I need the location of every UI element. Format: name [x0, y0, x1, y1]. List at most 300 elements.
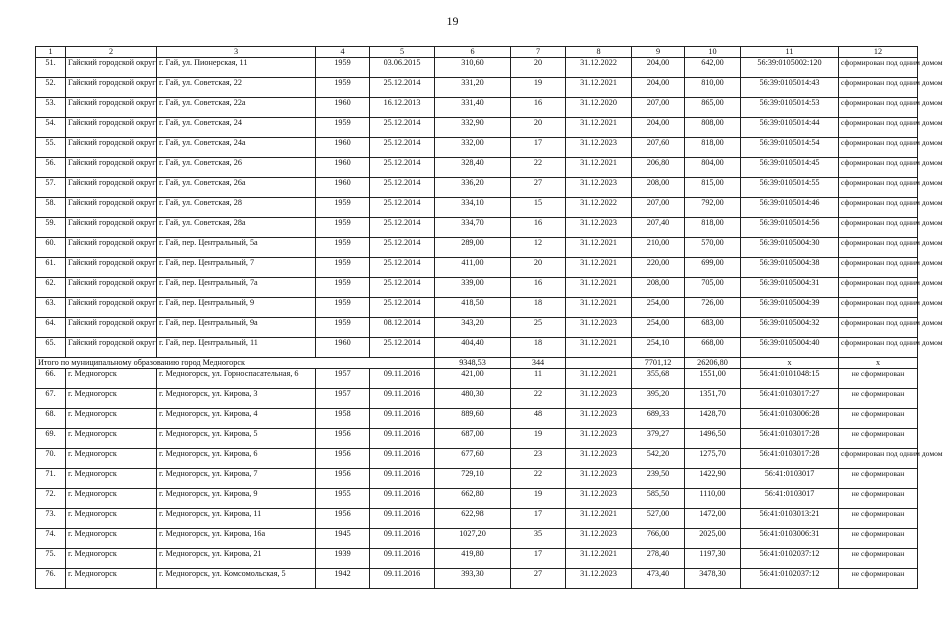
table-cell: не сформирован: [839, 409, 918, 429]
table-cell: 31.12.2023: [566, 389, 632, 409]
table-row: [36, 489, 918, 509]
table-cell: сформирован под одним домом: [839, 238, 918, 258]
table-cell: 60.: [36, 238, 66, 258]
table-cell: 3478,30: [685, 569, 741, 589]
table-cell: г. Гай, ул. Советская, 22: [157, 78, 316, 98]
table-row: [36, 369, 918, 389]
table-cell: 726,00: [685, 298, 741, 318]
table-cell: г. Гай, ул. Советская, 24: [157, 118, 316, 138]
table-cell: 63.: [36, 298, 66, 318]
table-cell: Гайский городской округ: [66, 338, 157, 358]
table-cell: сформирован под одним домом: [839, 218, 918, 238]
table-cell: 332,00: [435, 138, 511, 158]
table-cell: 31.12.2021: [566, 278, 632, 298]
table-cell: 705,00: [685, 278, 741, 298]
total-cell: 9348,53: [435, 358, 511, 369]
table-cell: 20: [511, 258, 566, 278]
table-cell: 31.12.2023: [566, 318, 632, 338]
table-cell: Гайский городской округ: [66, 78, 157, 98]
table-cell: сформирован под одним домом: [839, 278, 918, 298]
table-cell: 1422,90: [685, 469, 741, 489]
table-cell: Гайский городской округ: [66, 138, 157, 158]
table-cell: 09.11.2016: [370, 369, 435, 389]
column-number-cell: 12: [839, 47, 918, 58]
table-cell: 31.12.2021: [566, 258, 632, 278]
table-row: [36, 78, 918, 98]
table-cell: 331,40: [435, 98, 511, 118]
table-row: [36, 178, 918, 198]
table-cell: 23: [511, 449, 566, 469]
table-row: [36, 238, 918, 258]
table-cell: 56:39:0105014:43: [741, 78, 839, 98]
table-cell: 68.: [36, 409, 66, 429]
table-cell: 1960: [316, 158, 370, 178]
table-cell: г. Медногорск: [66, 549, 157, 569]
table-cell: 31.12.2021: [566, 549, 632, 569]
table-cell: 204,00: [632, 118, 685, 138]
table-cell: 331,20: [435, 78, 511, 98]
table-cell: 53.: [36, 98, 66, 118]
table-cell: 56:41:0103006:28: [741, 409, 839, 429]
table-cell: 09.11.2016: [370, 489, 435, 509]
table-row: [36, 549, 918, 569]
table-cell: 22: [511, 469, 566, 489]
table-cell: 09.11.2016: [370, 509, 435, 529]
table-cell: 622,98: [435, 509, 511, 529]
table-cell: 1110,00: [685, 489, 741, 509]
table-cell: Гайский городской округ: [66, 258, 157, 278]
table-cell: 689,33: [632, 409, 685, 429]
table-cell: г. Гай, ул. Пионерская, 11: [157, 58, 316, 78]
table-cell: 12: [511, 238, 566, 258]
total-cell: [566, 358, 632, 369]
table-cell: 473,40: [632, 569, 685, 589]
table-cell: 343,20: [435, 318, 511, 338]
table-cell: Гайский городской округ: [66, 98, 157, 118]
table-row: [36, 278, 918, 298]
column-number-row: [36, 47, 918, 58]
table-row: [36, 429, 918, 449]
table-cell: 683,00: [685, 318, 741, 338]
table-cell: 58.: [36, 198, 66, 218]
table-cell: 25.12.2014: [370, 78, 435, 98]
table-cell: 31.12.2023: [566, 429, 632, 449]
table-cell: 31.12.2022: [566, 198, 632, 218]
table-cell: 328,40: [435, 158, 511, 178]
table-cell: 1956: [316, 429, 370, 449]
table-cell: 865,00: [685, 98, 741, 118]
table-cell: сформирован под одним домом: [839, 449, 918, 469]
table-row: [36, 198, 918, 218]
table-row: [36, 98, 918, 118]
table-cell: 56:41:0101048:15: [741, 369, 839, 389]
table-row: [36, 58, 918, 78]
table-cell: г. Гай, ул. Советская, 26а: [157, 178, 316, 198]
table-cell: 1960: [316, 138, 370, 158]
table-cell: 09.11.2016: [370, 529, 435, 549]
table-cell: г. Медногорск, ул. Кирова, 16а: [157, 529, 316, 549]
table-cell: г. Медногорск, ул. Горноспасательная, 6: [157, 369, 316, 389]
table-cell: г. Медногорск: [66, 469, 157, 489]
table-cell: 542,20: [632, 449, 685, 469]
table-cell: сформирован под одним домом: [839, 178, 918, 198]
column-number-cell: 10: [685, 47, 741, 58]
table-cell: 56:39:0105004:32: [741, 318, 839, 338]
table-cell: 1942: [316, 569, 370, 589]
table-cell: 1351,70: [685, 389, 741, 409]
table-cell: 208,00: [632, 178, 685, 198]
table-cell: 56:39:0105014:56: [741, 218, 839, 238]
table-cell: г. Медногорск, ул. Кирова, 11: [157, 509, 316, 529]
table-row: [36, 298, 918, 318]
table-cell: 1960: [316, 178, 370, 198]
table-cell: 1496,50: [685, 429, 741, 449]
table-cell: 699,00: [685, 258, 741, 278]
table-cell: 379,27: [632, 429, 685, 449]
column-number-cell: 4: [316, 47, 370, 58]
table-cell: 31.12.2021: [566, 509, 632, 529]
table-cell: 334,70: [435, 218, 511, 238]
table-cell: г. Гай, ул. Советская, 28: [157, 198, 316, 218]
table-cell: 810,00: [685, 78, 741, 98]
table-cell: 19: [511, 429, 566, 449]
table-row: [36, 158, 918, 178]
table-cell: 1939: [316, 549, 370, 569]
table-cell: 25.12.2014: [370, 238, 435, 258]
table-cell: 310,60: [435, 58, 511, 78]
table-cell: г. Гай, пер. Центральный, 9а: [157, 318, 316, 338]
table-cell: 20: [511, 58, 566, 78]
table-cell: 254,00: [632, 318, 685, 338]
table-cell: 57.: [36, 178, 66, 198]
total-cell: 344: [511, 358, 566, 369]
table-cell: не сформирован: [839, 429, 918, 449]
table-cell: 766,00: [632, 529, 685, 549]
table-cell: 31.12.2023: [566, 409, 632, 429]
table-cell: 70.: [36, 449, 66, 469]
table-cell: 254,00: [632, 298, 685, 318]
table-cell: 792,00: [685, 198, 741, 218]
table-cell: 31.12.2021: [566, 298, 632, 318]
table-cell: 31.12.2023: [566, 138, 632, 158]
table-cell: 22: [511, 158, 566, 178]
table-cell: г. Медногорск: [66, 429, 157, 449]
table-cell: 56:39:0105014:45: [741, 158, 839, 178]
table-cell: г. Медногорск: [66, 569, 157, 589]
table-cell: 668,00: [685, 338, 741, 358]
table-cell: 56:41:0103017: [741, 469, 839, 489]
table-cell: 62.: [36, 278, 66, 298]
table-cell: 207,00: [632, 98, 685, 118]
table-cell: 52.: [36, 78, 66, 98]
table-cell: 25.12.2014: [370, 338, 435, 358]
table-row: [36, 509, 918, 529]
table-cell: 25.12.2014: [370, 278, 435, 298]
table-cell: 336,20: [435, 178, 511, 198]
table-cell: 1959: [316, 278, 370, 298]
table-cell: Гайский городской округ: [66, 298, 157, 318]
table-cell: 411,00: [435, 258, 511, 278]
table-cell: Гайский городской округ: [66, 278, 157, 298]
table-cell: сформирован под одним домом: [839, 318, 918, 338]
table-cell: 48: [511, 409, 566, 429]
table-cell: 1956: [316, 509, 370, 529]
table-cell: г. Медногорск, ул. Кирова, 5: [157, 429, 316, 449]
table-cell: 56:41:0103017:27: [741, 389, 839, 409]
table-cell: 25.12.2014: [370, 218, 435, 238]
column-number-cell: 9: [632, 47, 685, 58]
table-cell: 239,50: [632, 469, 685, 489]
table-cell: 1959: [316, 58, 370, 78]
column-number-cell: 6: [435, 47, 511, 58]
table-cell: 1956: [316, 449, 370, 469]
table-cell: 09.11.2016: [370, 449, 435, 469]
table-cell: не сформирован: [839, 509, 918, 529]
table-row: [36, 138, 918, 158]
table-cell: 339,00: [435, 278, 511, 298]
table-cell: 59.: [36, 218, 66, 238]
table-cell: 74.: [36, 529, 66, 549]
table-cell: г. Гай, пер. Центральный, 9: [157, 298, 316, 318]
table-cell: не сформирован: [839, 529, 918, 549]
table-cell: 729,10: [435, 469, 511, 489]
table-cell: 1197,30: [685, 549, 741, 569]
table-cell: 1959: [316, 298, 370, 318]
table-cell: 20: [511, 118, 566, 138]
table-cell: 31.12.2023: [566, 489, 632, 509]
table-cell: 31.12.2023: [566, 569, 632, 589]
table-cell: 17: [511, 549, 566, 569]
table-cell: 56:39:0105004:30: [741, 238, 839, 258]
table-cell: 25.12.2014: [370, 198, 435, 218]
table-cell: 289,00: [435, 238, 511, 258]
table-cell: 527,00: [632, 509, 685, 529]
table-cell: Гайский городской округ: [66, 198, 157, 218]
table-cell: 27: [511, 569, 566, 589]
table-cell: г. Медногорск, ул. Кирова, 7: [157, 469, 316, 489]
table-row: [36, 118, 918, 138]
table-cell: 09.11.2016: [370, 429, 435, 449]
column-number-cell: 5: [370, 47, 435, 58]
table-row: [36, 469, 918, 489]
table-cell: 1956: [316, 469, 370, 489]
table-cell: 56:39:0105014:44: [741, 118, 839, 138]
table-cell: 17: [511, 138, 566, 158]
table-cell: 69.: [36, 429, 66, 449]
table-cell: 25.12.2014: [370, 258, 435, 278]
table-cell: 1027,20: [435, 529, 511, 549]
table-cell: 25.12.2014: [370, 138, 435, 158]
table-cell: 804,00: [685, 158, 741, 178]
table-cell: г. Медногорск, ул. Кирова, 4: [157, 409, 316, 429]
table-cell: 09.11.2016: [370, 569, 435, 589]
table-cell: 207,40: [632, 218, 685, 238]
table-cell: 73.: [36, 509, 66, 529]
table-cell: 25: [511, 318, 566, 338]
table-cell: не сформирован: [839, 469, 918, 489]
table-cell: сформирован под одним домом: [839, 338, 918, 358]
table-cell: не сформирован: [839, 549, 918, 569]
table-cell: г. Гай, пер. Центральный, 11: [157, 338, 316, 358]
table-cell: сформирован под одним домом: [839, 138, 918, 158]
table-row: [36, 218, 918, 238]
column-number-cell: 1: [36, 47, 66, 58]
table-cell: 2025,00: [685, 529, 741, 549]
table-cell: 09.11.2016: [370, 389, 435, 409]
table-cell: сформирован под одним домом: [839, 198, 918, 218]
table-cell: 1551,00: [685, 369, 741, 389]
table-cell: 31.12.2021: [566, 238, 632, 258]
table-cell: 1958: [316, 409, 370, 429]
table-cell: 56:39:0105004:40: [741, 338, 839, 358]
table-cell: не сформирован: [839, 369, 918, 389]
table-cell: 31.12.2023: [566, 218, 632, 238]
table-cell: 1957: [316, 389, 370, 409]
table-cell: 56.: [36, 158, 66, 178]
table-cell: 418,50: [435, 298, 511, 318]
table-cell: 25.12.2014: [370, 178, 435, 198]
table-cell: 31.12.2021: [566, 118, 632, 138]
table-cell: Гайский городской округ: [66, 58, 157, 78]
table-cell: 72.: [36, 489, 66, 509]
table-row: [36, 529, 918, 549]
table-cell: 254,10: [632, 338, 685, 358]
table-cell: 56:39:0105004:38: [741, 258, 839, 278]
table-cell: г. Медногорск: [66, 409, 157, 429]
table-cell: 56:39:0105014:54: [741, 138, 839, 158]
table-cell: Гайский городской округ: [66, 178, 157, 198]
table-cell: 1959: [316, 218, 370, 238]
table-cell: 25.12.2014: [370, 298, 435, 318]
total-row: [36, 358, 918, 369]
total-cell: x: [839, 358, 918, 369]
total-cell: Итого по муниципальному образованию город Медногорск: [36, 358, 435, 369]
table-cell: 1957: [316, 369, 370, 389]
table-cell: 1959: [316, 258, 370, 278]
table-cell: 480,30: [435, 389, 511, 409]
table-cell: 16.12.2013: [370, 98, 435, 118]
table-cell: 31.12.2023: [566, 449, 632, 469]
table-cell: 1959: [316, 318, 370, 338]
table-cell: сформирован под одним домом: [839, 258, 918, 278]
table-cell: 51.: [36, 58, 66, 78]
table-cell: 31.12.2021: [566, 158, 632, 178]
table-row: [36, 569, 918, 589]
table-cell: 31.12.2021: [566, 338, 632, 358]
table-cell: 208,00: [632, 278, 685, 298]
table-cell: 210,00: [632, 238, 685, 258]
table-cell: 31.12.2020: [566, 98, 632, 118]
table-cell: 17: [511, 509, 566, 529]
table-cell: 31.12.2023: [566, 178, 632, 198]
table-cell: 355,68: [632, 369, 685, 389]
table-cell: 56:39:0105004:31: [741, 278, 839, 298]
table-cell: 662,80: [435, 489, 511, 509]
table-cell: сформирован под одним домом: [839, 98, 918, 118]
table-cell: г. Гай, пер. Центральный, 7: [157, 258, 316, 278]
table-cell: 1959: [316, 198, 370, 218]
table-cell: г. Гай, ул. Советская, 26: [157, 158, 316, 178]
table-cell: 25.12.2014: [370, 118, 435, 138]
table-cell: Гайский городской округ: [66, 158, 157, 178]
table-cell: г. Гай, ул. Советская, 24а: [157, 138, 316, 158]
table-cell: 1945: [316, 529, 370, 549]
table-cell: 66.: [36, 369, 66, 389]
table-cell: 31.12.2021: [566, 78, 632, 98]
table-cell: г. Медногорск, ул. Кирова, 3: [157, 389, 316, 409]
table-cell: 18: [511, 338, 566, 358]
table-cell: 56:39:0105014:46: [741, 198, 839, 218]
table-cell: 808,00: [685, 118, 741, 138]
table-cell: 1960: [316, 98, 370, 118]
table-cell: 09.11.2016: [370, 549, 435, 569]
table-cell: 31.12.2023: [566, 469, 632, 489]
table-cell: 889,60: [435, 409, 511, 429]
table-cell: г. Медногорск: [66, 509, 157, 529]
table-cell: 1959: [316, 238, 370, 258]
table-cell: Гайский городской округ: [66, 118, 157, 138]
table-cell: 206,80: [632, 158, 685, 178]
table-cell: 207,00: [632, 198, 685, 218]
table-cell: 22: [511, 389, 566, 409]
table-cell: 55.: [36, 138, 66, 158]
total-cell: 26206,80: [685, 358, 741, 369]
table-cell: 25.12.2014: [370, 158, 435, 178]
table-cell: 204,00: [632, 58, 685, 78]
table-cell: 1960: [316, 338, 370, 358]
table-cell: 19: [511, 78, 566, 98]
table-cell: 815,00: [685, 178, 741, 198]
table-cell: Гайский городской округ: [66, 218, 157, 238]
table-row: [36, 338, 918, 358]
table-cell: 56:41:0103017:28: [741, 429, 839, 449]
table-cell: 419,80: [435, 549, 511, 569]
table-cell: 16: [511, 278, 566, 298]
table-cell: сформирован под одним домом: [839, 78, 918, 98]
table-cell: 35: [511, 529, 566, 549]
table-cell: г. Гай, пер. Центральный, 7а: [157, 278, 316, 298]
table-cell: 76.: [36, 569, 66, 589]
table-cell: 1955: [316, 489, 370, 509]
table-cell: 642,00: [685, 58, 741, 78]
table-cell: 1959: [316, 118, 370, 138]
table-cell: сформирован под одним домом: [839, 118, 918, 138]
table-cell: г. Медногорск, ул. Комсомольская, 5: [157, 569, 316, 589]
table-cell: 71.: [36, 469, 66, 489]
table-cell: г. Гай, пер. Центральный, 5а: [157, 238, 316, 258]
housing-register-table: [35, 46, 943, 589]
table-row: [36, 318, 918, 338]
table-cell: г. Медногорск: [66, 389, 157, 409]
table-cell: 31.12.2021: [566, 369, 632, 389]
column-number-cell: 7: [511, 47, 566, 58]
table-cell: 56:41:0103017:28: [741, 449, 839, 469]
table-cell: 56:41:0102037:12: [741, 549, 839, 569]
table-cell: г. Медногорск, ул. Кирова, 21: [157, 549, 316, 569]
table-cell: г. Медногорск, ул. Кирова, 9: [157, 489, 316, 509]
table-row: [36, 258, 918, 278]
table-cell: 03.06.2015: [370, 58, 435, 78]
table-cell: 1472,00: [685, 509, 741, 529]
table-cell: 67.: [36, 389, 66, 409]
table-cell: 677,60: [435, 449, 511, 469]
table-cell: 56:39:0105002:120: [741, 58, 839, 78]
table-row: [36, 409, 918, 429]
table-cell: 64.: [36, 318, 66, 338]
table-cell: 31.12.2023: [566, 529, 632, 549]
table-cell: 204,00: [632, 78, 685, 98]
table-cell: г. Медногорск: [66, 449, 157, 469]
